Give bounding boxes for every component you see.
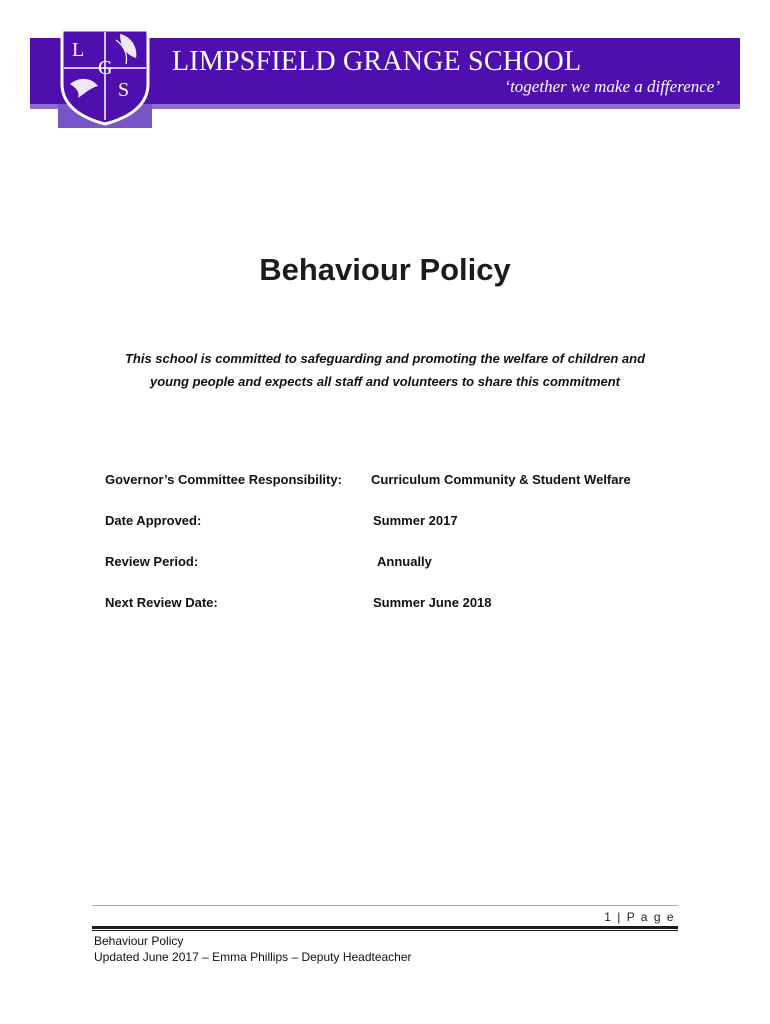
school-crest-logo — [58, 26, 152, 126]
review-period-value: Annually — [377, 554, 432, 569]
footer-document-name: Behaviour Policy — [94, 934, 184, 948]
page-number — [604, 910, 675, 924]
committee-value: Curriculum Community & Student Welfare — [371, 472, 631, 487]
next-review-label: Next Review Date: — [105, 595, 218, 610]
footer-rule-top — [92, 905, 678, 906]
page-number-separator: | — [617, 910, 622, 924]
next-review-value: Summer June 2018 — [373, 595, 492, 610]
date-approved-value: Summer 2017 — [373, 513, 458, 528]
statement-line-2: young people and expects all staff and volunteers to share this commitment — [149, 374, 621, 389]
crest-letter-l: L — [72, 39, 85, 61]
footer-update-info: Updated June 2017 – Emma Phillips – Deputy Headteacher — [94, 950, 412, 964]
footer-rule-thick — [92, 926, 678, 929]
page-label: P a g e — [626, 910, 675, 924]
review-period-label: Review Period: — [105, 554, 199, 569]
crest-letter-g: G — [98, 57, 113, 79]
committee-label: Governor’s Committee Responsibility: — [105, 472, 342, 487]
date-approved-label: Date Approved: — [105, 513, 202, 528]
school-name: LIMPSFIELD GRANGE SCHOOL — [172, 46, 582, 77]
page-number-value: 1 — [604, 910, 613, 924]
crest-letter-s: S — [118, 79, 130, 101]
document-title: Behaviour Policy — [259, 252, 511, 287]
safeguarding-statement — [100, 347, 670, 393]
school-motto: ‘together we make a difference’ — [504, 77, 720, 96]
footer-rule-under — [92, 930, 678, 931]
statement-line-1: This school is committed to safeguarding and promoting the welfare of children and — [124, 351, 646, 366]
